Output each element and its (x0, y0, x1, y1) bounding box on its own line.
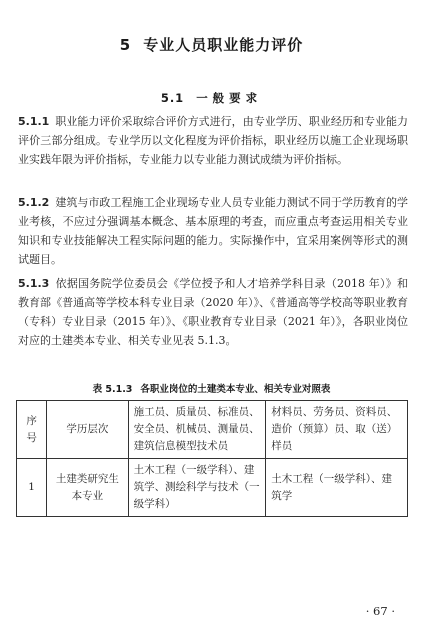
section-title (0, 90, 423, 106)
paragraph-5-1-3 (18, 274, 408, 350)
chapter-title (0, 34, 423, 55)
table-header (17, 401, 408, 459)
table-row (17, 459, 408, 517)
header-education: 学历层次 (47, 401, 128, 459)
table-header-row (17, 401, 408, 459)
paragraph-5-1-1 (18, 112, 408, 169)
section-number: 5.1 (160, 91, 185, 105)
chapter-title-text: 专业人员职业能力评价 (143, 36, 304, 54)
paragraph-text: 职业能力评价采取综合评价方式进行，由专业学历、职业经历和专业能力评价三部分组成。专业学历以文化程度为评价指标，职业经历以施工企业现场职业实践年限为评价指标，专业能力以专业能力测试成绩为评价指标。 (18, 115, 408, 166)
cell-jobs-b: 土木工程（一级学科）、建筑学 (266, 459, 408, 517)
table-caption-number: 表 5.1.3 (92, 384, 133, 395)
cell-index: 1 (17, 459, 47, 517)
header-jobs-a: 施工员、质量员、标准员、安全员、机械员、测量员、建筑信息模型技术员 (128, 401, 266, 459)
table-body (17, 459, 408, 517)
cell-education: 土建类研究生本专业 (47, 459, 128, 517)
paragraph-text: 建筑与市政工程施工企业现场专业人员专业能力测试不同于学历教育的学业考核，不应过分强调基本概念、基本原理的考查，而应重点考查运用相关专业知识和专业技能解决工程实际问题的能力。实际操作中，宜采用案例等形式的测试题目。 (18, 196, 408, 266)
header-jobs-b: 材料员、劳务员、资料员、造价（预算）员、取（送）样员 (266, 401, 408, 459)
cell-jobs-a: 土木工程（一级学科）、建筑学、测绘科学与技术（一级学科） (128, 459, 266, 517)
clause-number: 5.1.2 (18, 196, 50, 209)
paragraph-text: 依据国务院学位委员会《学位授予和人才培养学科目录（2018 年）》和教育部《普通高等学校本科专业目录（2020 年）》、《普通高等学校高等职业教育（专科）专业目录（2015 年）》、《职业教育专业目录（2021 年）》，各职业岗位对应的土建类本专业、相关专业见表 5.1.3。 (18, 277, 408, 347)
table-caption-text: 各职业岗位的土建类本专业、相关专业对照表 (140, 384, 331, 395)
chapter-number: 5 (119, 36, 132, 54)
clause-number: 5.1.3 (18, 277, 50, 290)
paragraph-5-1-2 (18, 193, 408, 269)
major-correspondence-table (16, 400, 408, 517)
header-index: 序号 (17, 401, 47, 459)
clause-number: 5.1.1 (18, 115, 50, 128)
table-caption (0, 381, 423, 395)
section-title-text: 一般要求 (196, 91, 263, 105)
page-number: · 67 · (365, 604, 395, 618)
